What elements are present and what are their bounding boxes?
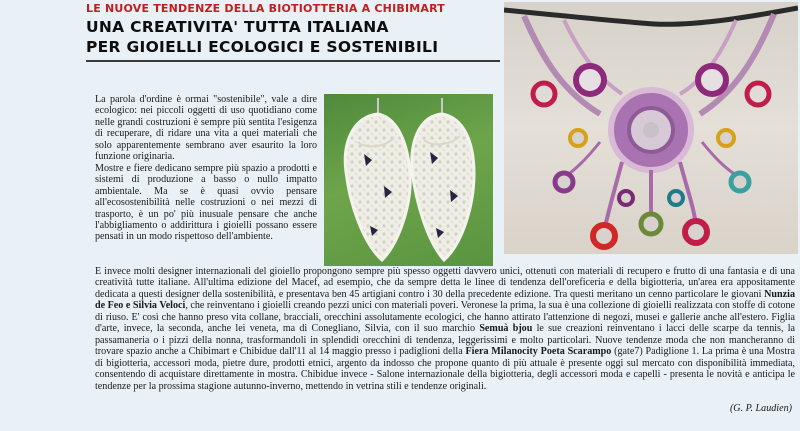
headline-line-2: PER GIOIELLI ECOLOGICI E SOSTENIBILI <box>86 38 439 56</box>
headline <box>86 17 496 57</box>
body-part-c: le sue creazioni reinventano i lacci delle scarpe da tennis, la passamaneria o i pizzi della nonna, trasformandoli in splendidi orecchini di tendenza, leggerissimi e molto particolari. Nuove tendenze moda che non mancheranno di trovare spazio anche a Chibimart e Chibidue dall'11 al 14 maggio presso i padiglioni della <box>95 323 796 358</box>
designer-names: Nunzia de Feo e Silvia Veloci <box>95 288 795 312</box>
intro-paragraph-1: La parola d'ordine è ormai "sostenibile", vale a dire ecologico: nei piccoli oggetti di uso quotidiano come nelle grandi costruzioni è sempre più sentita l'esigenza di recuperare, di ridare una vita a quei materiali che solo apparentemente sembrano aver esaurito la loro funzione originaria. <box>95 94 317 163</box>
brand-name: Semuà bjou <box>479 323 533 335</box>
article-intro <box>95 94 317 243</box>
necklace-photo <box>504 2 798 254</box>
body-part-d: (gate7) Padiglione 1. La prima è una Mostra di bigiotteria, accessori moda, pietre dure, prodotti etnici, argento da indosso che propone quanto di più attuale è presente oggi sul mercato con disponibilità immediata, consentendo di acquistare direttamente in mostra. Chibidue invece - Salone internazionale della bigiotteria, degli accessori moda e capelli - presenta le novità e anticipa le tendenze per la prossima stagione autunno-inverno, mettendo in vetrina stili e tendenze originali. <box>95 346 796 392</box>
body-paragraph <box>95 266 795 392</box>
section-kicker: LE NUOVE TENDENZE DELLA BIOTIOTTERIA A CHIBIMART <box>86 2 445 15</box>
body-part-a: E invece molti designer internazionali del gioiello propongono sempre più spesso oggetti davvero unici, ottenuti con materiali di recupero e frutto di una fantasia e di una creatività tutte italiane. All'ultima edizione del Macef, ad esempio, che da sempre detta le linee di tendenza dell'oreficeria e della bigiotteria, un'area era appositamente dedicata a questi designer della sostenibilità, e presentava ben 45 artigiani contro i 30 della precedente edizione. Tra questi meritano un cenno particolare le giovani <box>95 266 795 300</box>
headline-line-1: UNA CREATIVITA' TUTTA ITALIANA <box>86 18 389 36</box>
venue-name: Fiera Milanocity Poeta Scarampo <box>465 346 612 358</box>
headline-rule <box>86 60 500 62</box>
earrings-photo <box>324 94 493 266</box>
author-signature: (G. P. Laudien) <box>729 403 792 414</box>
intro-paragraph-2: Mostre e fiere dedicano sempre più spazio a prodotti e sistemi di produzione a basso o nullo impatto ambientale. Ma se è quasi ovvio pensare all'ecosostenibilità nelle costruzioni o nei mezzi di trasporto, è un po' più inusuale pensare che anche l'abbigliamento o addirittura i gioielli possano essere pensati in un modo rispettoso dell'ambiente. <box>95 162 317 243</box>
body-part-b: , che reinventano i gioielli creando pezzi unici con materiali poveri. Veronese la prima, la sua è una collezione di gioielli realizzata con stoffe di cotone di riuso. E' così che hanno preso vita collane, bracciali, orecchini assolutamente ecologici, che hanno attirato l'attenzione di negozi, musei e gallerie anche all'estero. Figlia d'arte, invece, la seconda, anche lei veneta, ma di Conegliano, Silvia, con il suo marchio <box>95 300 795 335</box>
article-body <box>95 266 795 392</box>
